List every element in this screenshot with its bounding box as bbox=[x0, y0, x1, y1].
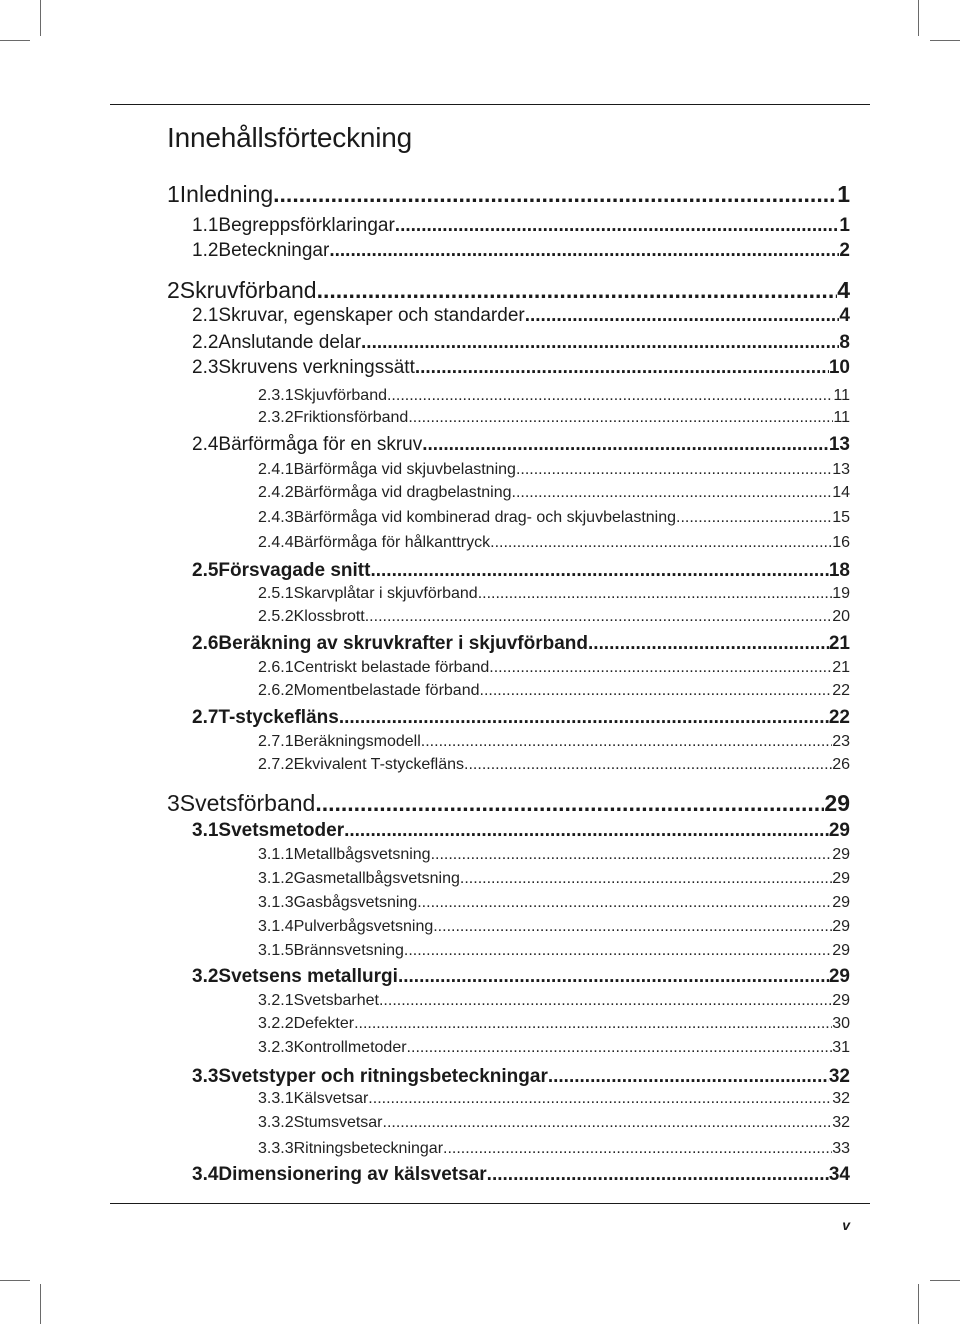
toc-entry-number: 2.5 bbox=[192, 560, 219, 581]
toc-entry[interactable] bbox=[167, 181, 850, 208]
toc-entry[interactable] bbox=[258, 461, 850, 479]
toc-dot-leader bbox=[370, 560, 828, 582]
toc-entry-label: Skjuvförband bbox=[293, 387, 387, 404]
toc-entry-page: 13 bbox=[832, 461, 850, 478]
toc-entry-page: 4 bbox=[837, 277, 850, 303]
toc-entry-label: Bärförmåga vid kombinerad drag- och skjuvbelastning bbox=[293, 509, 677, 526]
toc-dot-leader bbox=[490, 534, 832, 552]
toc-entry-page: 11 bbox=[833, 409, 850, 426]
toc-entry-label: Momentbelastade förband bbox=[293, 682, 480, 699]
toc-entry-number: 2.4.1 bbox=[258, 461, 294, 478]
toc-entry-label: Skarvplåtar i skjuvförband bbox=[293, 585, 478, 602]
toc-dot-leader bbox=[365, 608, 832, 626]
toc-entry-number: 2.7 bbox=[192, 707, 219, 728]
toc-dot-leader bbox=[387, 387, 833, 405]
toc-dot-leader bbox=[329, 240, 839, 262]
toc-entry-page: 1 bbox=[837, 181, 850, 207]
toc-entry-label: Kontrollmetoder bbox=[293, 1039, 407, 1056]
toc-entry-label: Inledning bbox=[179, 181, 274, 207]
toc-entry-label: Klossbrott bbox=[293, 608, 365, 625]
toc-entry-number: 2.5.2 bbox=[258, 608, 294, 625]
toc-entry-page: 29 bbox=[828, 966, 850, 987]
toc-entry-number: 3.1.2 bbox=[258, 870, 294, 887]
toc-entry-page: 10 bbox=[828, 357, 850, 378]
toc-entry-page: 29 bbox=[832, 942, 850, 959]
toc-dot-leader bbox=[415, 357, 829, 379]
toc-entry-label: Stumsvetsar bbox=[293, 1114, 383, 1131]
toc-entry-number: 1 bbox=[167, 181, 180, 207]
toc-entry[interactable] bbox=[192, 305, 850, 327]
toc-entry-number: 3.3 bbox=[192, 1066, 219, 1087]
toc-dot-leader bbox=[512, 484, 833, 502]
toc-dot-leader bbox=[383, 1114, 833, 1132]
toc-entry-label: Beräkningsmodell bbox=[293, 733, 421, 750]
toc-entry[interactable] bbox=[192, 1066, 850, 1088]
toc-entry-label: Beteckningar bbox=[218, 240, 330, 261]
toc-entry-page: 32 bbox=[828, 1066, 850, 1087]
toc-entry-number: 1.2 bbox=[192, 240, 219, 261]
toc-entry-number: 2.3 bbox=[192, 357, 219, 378]
toc-entry-number: 2 bbox=[167, 277, 180, 303]
crop-mark-bottom-left-vertical bbox=[40, 1284, 41, 1324]
toc-entry-number: 2.4 bbox=[192, 434, 219, 455]
toc-entry-page: 22 bbox=[828, 707, 850, 728]
toc-entry-label: Centriskt belastade förband bbox=[293, 659, 490, 676]
toc-dot-leader bbox=[480, 682, 833, 700]
toc-entry-page: 33 bbox=[832, 1140, 850, 1157]
crop-mark-bottom-right-horizontal bbox=[930, 1280, 960, 1281]
toc-entry[interactable] bbox=[258, 870, 850, 888]
toc-dot-leader bbox=[464, 756, 832, 774]
toc-entry-number: 3.3.1 bbox=[258, 1090, 294, 1107]
toc-entry[interactable] bbox=[192, 707, 850, 729]
toc-dot-leader bbox=[433, 918, 832, 936]
toc-entry-number: 2.7.1 bbox=[258, 733, 294, 750]
toc-entry[interactable] bbox=[258, 1114, 850, 1132]
toc-entry[interactable] bbox=[258, 585, 850, 603]
toc-entry-page: 22 bbox=[832, 682, 850, 699]
toc-entry-label: Svetsens metallurgi bbox=[218, 966, 398, 987]
toc-entry-number: 3.1.5 bbox=[258, 942, 294, 959]
toc-entry[interactable] bbox=[192, 215, 850, 237]
toc-entry-label: Bärförmåga vid skjuvbelastning bbox=[293, 461, 516, 478]
crop-mark-top-left-vertical bbox=[40, 0, 41, 36]
toc-entry-number: 3.2.2 bbox=[258, 1015, 294, 1032]
toc-entry-number: 2.4.4 bbox=[258, 534, 294, 551]
toc-entry-number: 2.1 bbox=[192, 305, 219, 326]
toc-entry-page: 31 bbox=[832, 1039, 850, 1056]
toc-dot-leader bbox=[443, 1140, 832, 1158]
toc-entry[interactable] bbox=[167, 790, 850, 817]
toc-entry-page: 30 bbox=[832, 1015, 850, 1032]
toc-entry-number: 2.2 bbox=[192, 332, 219, 353]
toc-entry-label: Gasmetallbågsvetsning bbox=[293, 870, 460, 887]
crop-mark-top-right-horizontal bbox=[930, 40, 960, 41]
toc-entry-label: Svetsmetoder bbox=[218, 820, 345, 841]
toc-dot-leader bbox=[354, 1015, 832, 1033]
crop-mark-bottom-left-horizontal bbox=[0, 1280, 30, 1281]
toc-entry-page: 16 bbox=[832, 534, 850, 551]
toc-entry-label: T-styckefläns bbox=[218, 707, 339, 728]
toc-entry-number: 3.1.3 bbox=[258, 894, 294, 911]
toc-entry-number: 3.1.1 bbox=[258, 846, 294, 863]
toc-dot-leader bbox=[431, 846, 833, 864]
toc-dot-leader bbox=[339, 707, 829, 729]
toc-entry-page: 32 bbox=[832, 1090, 850, 1107]
toc-entry-label: Defekter bbox=[293, 1015, 355, 1032]
toc-entry-label: Bärförmåga för en skruv bbox=[218, 434, 423, 455]
toc-entry-label: Friktionsförband bbox=[293, 409, 409, 426]
toc-entry[interactable] bbox=[258, 992, 850, 1010]
toc-entry-label: Svetsbarhet bbox=[293, 992, 379, 1009]
toc-dot-leader bbox=[379, 992, 832, 1010]
toc-entry[interactable] bbox=[258, 682, 850, 700]
toc-entry[interactable] bbox=[192, 434, 850, 456]
toc-entry-label: Metallbågsvetsning bbox=[293, 846, 431, 863]
toc-entry[interactable] bbox=[192, 633, 850, 655]
toc-dot-leader bbox=[344, 820, 829, 842]
toc-entry-number: 2.3.1 bbox=[258, 387, 294, 404]
toc-entry-label: Bärförmåga vid dragbelastning bbox=[293, 484, 512, 501]
toc-entry-number: 1.1 bbox=[192, 215, 219, 236]
toc-dot-leader bbox=[516, 461, 832, 479]
toc-dot-leader bbox=[368, 1090, 832, 1108]
toc-entry-page: 21 bbox=[832, 659, 850, 676]
toc-entry[interactable] bbox=[258, 387, 850, 405]
toc-entry-page: 29 bbox=[824, 790, 850, 816]
toc-entry[interactable] bbox=[167, 277, 850, 304]
toc-dot-leader bbox=[315, 790, 824, 817]
toc-entry-page: 13 bbox=[828, 434, 850, 455]
toc-entry-page: 4 bbox=[839, 305, 850, 326]
toc-dot-leader bbox=[408, 409, 833, 427]
toc-entry-page: 14 bbox=[832, 484, 850, 501]
toc-entry-label: Kälsvetsar bbox=[293, 1090, 369, 1107]
toc-entry-number: 2.5.1 bbox=[258, 585, 294, 602]
toc-entry-page: 19 bbox=[832, 585, 850, 602]
toc-dot-leader bbox=[489, 659, 832, 677]
toc-entry[interactable] bbox=[192, 240, 850, 262]
toc-entry[interactable] bbox=[258, 1015, 850, 1033]
toc-entry-number: 2.6 bbox=[192, 633, 219, 654]
toc-entry[interactable] bbox=[258, 756, 850, 774]
toc-entry-number: 2.4.3 bbox=[258, 509, 294, 526]
toc-entry-number: 3.2 bbox=[192, 966, 219, 987]
toc-title: Innehållsförteckning bbox=[167, 122, 413, 153]
toc-dot-leader bbox=[460, 870, 832, 888]
toc-entry-page: 11 bbox=[833, 387, 850, 404]
toc-entry-page: 8 bbox=[839, 332, 850, 353]
toc-entry-page: 29 bbox=[832, 894, 850, 911]
toc-dot-leader bbox=[421, 733, 832, 751]
toc-dot-leader bbox=[407, 1039, 833, 1057]
toc-entry-label: Skruvar, egenskaper och standarder bbox=[218, 305, 525, 326]
toc-entry-label: Skruvförband bbox=[179, 277, 317, 303]
toc-entry[interactable] bbox=[258, 942, 850, 960]
toc-entry-label: Skruvens verkningssätt bbox=[218, 357, 415, 378]
toc-entry-label: Dimensionering av kälsvetsar bbox=[218, 1164, 487, 1185]
toc-entry[interactable] bbox=[192, 820, 850, 842]
toc-entry-label: Försvagade snitt bbox=[218, 560, 371, 581]
toc-entry-label: Pulverbågsvetsning bbox=[293, 918, 434, 935]
page-number: v bbox=[842, 1217, 850, 1233]
crop-mark-top-right-vertical bbox=[918, 0, 919, 36]
toc-entry-page: 29 bbox=[832, 992, 850, 1009]
toc-dot-leader bbox=[317, 277, 838, 304]
toc-entry[interactable] bbox=[192, 1164, 850, 1186]
toc-dot-leader bbox=[525, 305, 840, 327]
toc-entry[interactable] bbox=[258, 894, 850, 912]
toc-entry-page: 34 bbox=[828, 1164, 850, 1185]
toc-dot-leader bbox=[478, 585, 833, 603]
toc-entry[interactable] bbox=[258, 659, 850, 677]
toc-entry[interactable] bbox=[258, 484, 850, 502]
toc-entry-number: 3.1 bbox=[192, 820, 219, 841]
toc-dot-leader bbox=[417, 894, 832, 912]
toc-entry-page: 32 bbox=[832, 1114, 850, 1131]
toc-entry-page: 20 bbox=[832, 608, 850, 625]
toc-entry[interactable] bbox=[258, 733, 850, 751]
toc-entry-number: 3.4 bbox=[192, 1164, 219, 1185]
toc-entry-label: Svetsförband bbox=[179, 790, 316, 816]
toc-entry-number: 2.6.2 bbox=[258, 682, 294, 699]
toc-entry-label: Anslutande delar bbox=[218, 332, 362, 353]
toc-entry[interactable] bbox=[192, 357, 850, 379]
toc-entry-page: 1 bbox=[839, 215, 850, 236]
toc-entry-number: 3.3.3 bbox=[258, 1140, 294, 1157]
toc-dot-leader bbox=[273, 181, 837, 208]
footer-rule bbox=[110, 1203, 870, 1204]
toc-entry[interactable] bbox=[258, 1090, 850, 1108]
toc-dot-leader bbox=[398, 966, 829, 988]
toc-entry-page: 29 bbox=[828, 820, 850, 841]
crop-mark-bottom-right-vertical bbox=[918, 1284, 919, 1324]
toc-entry-number: 3.1.4 bbox=[258, 918, 294, 935]
toc-entry-number: 3.2.1 bbox=[258, 992, 294, 1009]
toc-entry-page: 29 bbox=[832, 870, 850, 887]
toc-dot-leader bbox=[395, 215, 840, 237]
toc-entry-number: 2.6.1 bbox=[258, 659, 294, 676]
toc-dot-leader bbox=[487, 1164, 829, 1186]
toc-dot-leader bbox=[361, 332, 839, 354]
toc-dot-leader bbox=[588, 633, 829, 655]
header-rule bbox=[110, 104, 870, 105]
toc-entry[interactable] bbox=[258, 534, 850, 552]
toc-entry-page: 21 bbox=[828, 633, 850, 654]
toc-entry[interactable] bbox=[192, 332, 850, 354]
toc-entry-label: Bärförmåga för hålkanttryck bbox=[293, 534, 491, 551]
toc-entry-number: 2.7.2 bbox=[258, 756, 294, 773]
toc-entry-page: 26 bbox=[832, 756, 850, 773]
toc-entry-number: 3.3.2 bbox=[258, 1114, 294, 1131]
toc-entry-page: 2 bbox=[839, 240, 850, 261]
toc-entry[interactable] bbox=[192, 560, 850, 582]
toc-entry-number: 2.3.2 bbox=[258, 409, 294, 426]
toc-entry[interactable] bbox=[258, 409, 850, 427]
toc-entry[interactable] bbox=[258, 608, 850, 626]
toc-entry[interactable] bbox=[258, 918, 850, 936]
toc-entry-number: 2.4.2 bbox=[258, 484, 294, 501]
toc-entry-number: 3.2.3 bbox=[258, 1039, 294, 1056]
toc-dot-leader bbox=[548, 1066, 829, 1088]
toc-entry-label: Ritningsbeteckningar bbox=[293, 1140, 444, 1157]
toc-entry[interactable] bbox=[192, 966, 850, 988]
toc-entry[interactable] bbox=[258, 1140, 850, 1158]
toc-dot-leader bbox=[422, 434, 829, 456]
toc-entry-label: Beräkning av skruvkrafter i skjuvförband bbox=[218, 633, 589, 654]
toc-entry-label: Ekvivalent T-styckefläns bbox=[293, 756, 465, 773]
toc-entry[interactable] bbox=[258, 509, 850, 527]
toc-entry-label: Brännsvetsning bbox=[293, 942, 404, 959]
toc-dot-leader bbox=[404, 942, 832, 960]
toc-entry-page: 18 bbox=[828, 560, 850, 581]
toc-entry-page: 15 bbox=[832, 509, 850, 526]
toc-entry-page: 29 bbox=[832, 846, 850, 863]
toc-dot-leader bbox=[676, 509, 832, 527]
toc-entry-page: 23 bbox=[832, 733, 850, 750]
toc-entry-number: 3 bbox=[167, 790, 180, 816]
toc-entry-label: Svetstyper och ritningsbeteckningar bbox=[218, 1066, 548, 1087]
toc-entry-label: Gasbågsvetsning bbox=[293, 894, 418, 911]
toc-entry-label: Begreppsförklaringar bbox=[218, 215, 395, 236]
toc-entry[interactable] bbox=[258, 846, 850, 864]
toc-entry-page: 29 bbox=[832, 918, 850, 935]
crop-mark-top-left-horizontal bbox=[0, 40, 30, 41]
toc-entry[interactable] bbox=[258, 1039, 850, 1057]
